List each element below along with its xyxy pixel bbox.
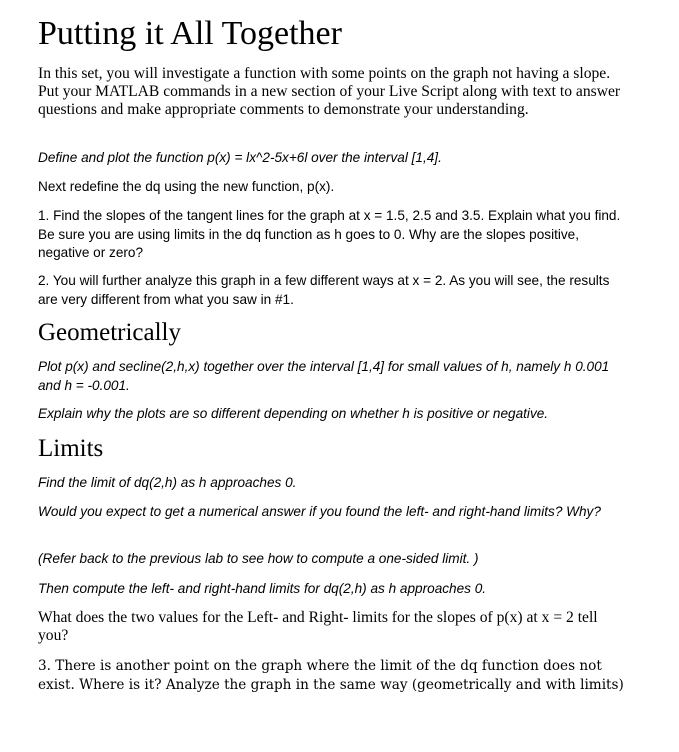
limits-compute-instruction: Then compute the left- and right-hand limits for dq(2,h) as h approaches 0. [38,581,487,596]
geometric-plot-instruction: Plot p(x) and secline(2,h,x) together over the interval [1,4] for small values of h, namely h 0.001 and h = -0.001. [38,359,610,393]
section-heading-limits: Limits [38,435,104,462]
limits-refer-note: (Refer back to the previous lab to see how to compute a one-sided limit. ) [38,551,479,566]
page-title: Putting it All Together [38,15,342,52]
intro-paragraph: In this set, you will investigate a function with some points on the graph not having a slope. Put your MATLAB commands in a new section of your Live Script along with text to answer questions and make appropriate comments to demonstrate your understanding. [38,65,621,118]
limits-what-question: What does the two values for the Left- and Right- limits for the slopes of p(x) at x = 2 tell you? [38,609,598,644]
limits-find-instruction: Find the limit of dq(2,h) as h approaches 0. [38,475,297,490]
section-heading-geometrically: Geometrically [38,319,181,346]
redefine-instruction: Next redefine the dq using the new function, p(x). [38,179,335,194]
limits-expect-question: Would you expect to get a numerical answer if you found the left- and right-hand limits? Why? [38,504,601,519]
question-3: 3. There is another point on the graph where the limit of the dq function does not exist. Where is it? Analyze the graph in the same way (geometrically and with limits) [38,658,624,693]
define-instruction: Define and plot the function p(x) = lx^2-5x+6l over the interval [1,4]. [38,150,442,165]
question-2: 2. You will further analyze this graph in a few different ways at x = 2. As you will see, the results are very different from what you saw in #1. [38,273,610,307]
question-1: 1. Find the slopes of the tangent lines for the graph at x = 1.5, 2.5 and 3.5. Explain what you find. Be sure you are using limits in the dq function as h goes to 0. Why are the slopes positive, negative or zero? [38,208,621,260]
geometric-explain-instruction: Explain why the plots are so different depending on whether h is positive or negative. [38,406,549,421]
